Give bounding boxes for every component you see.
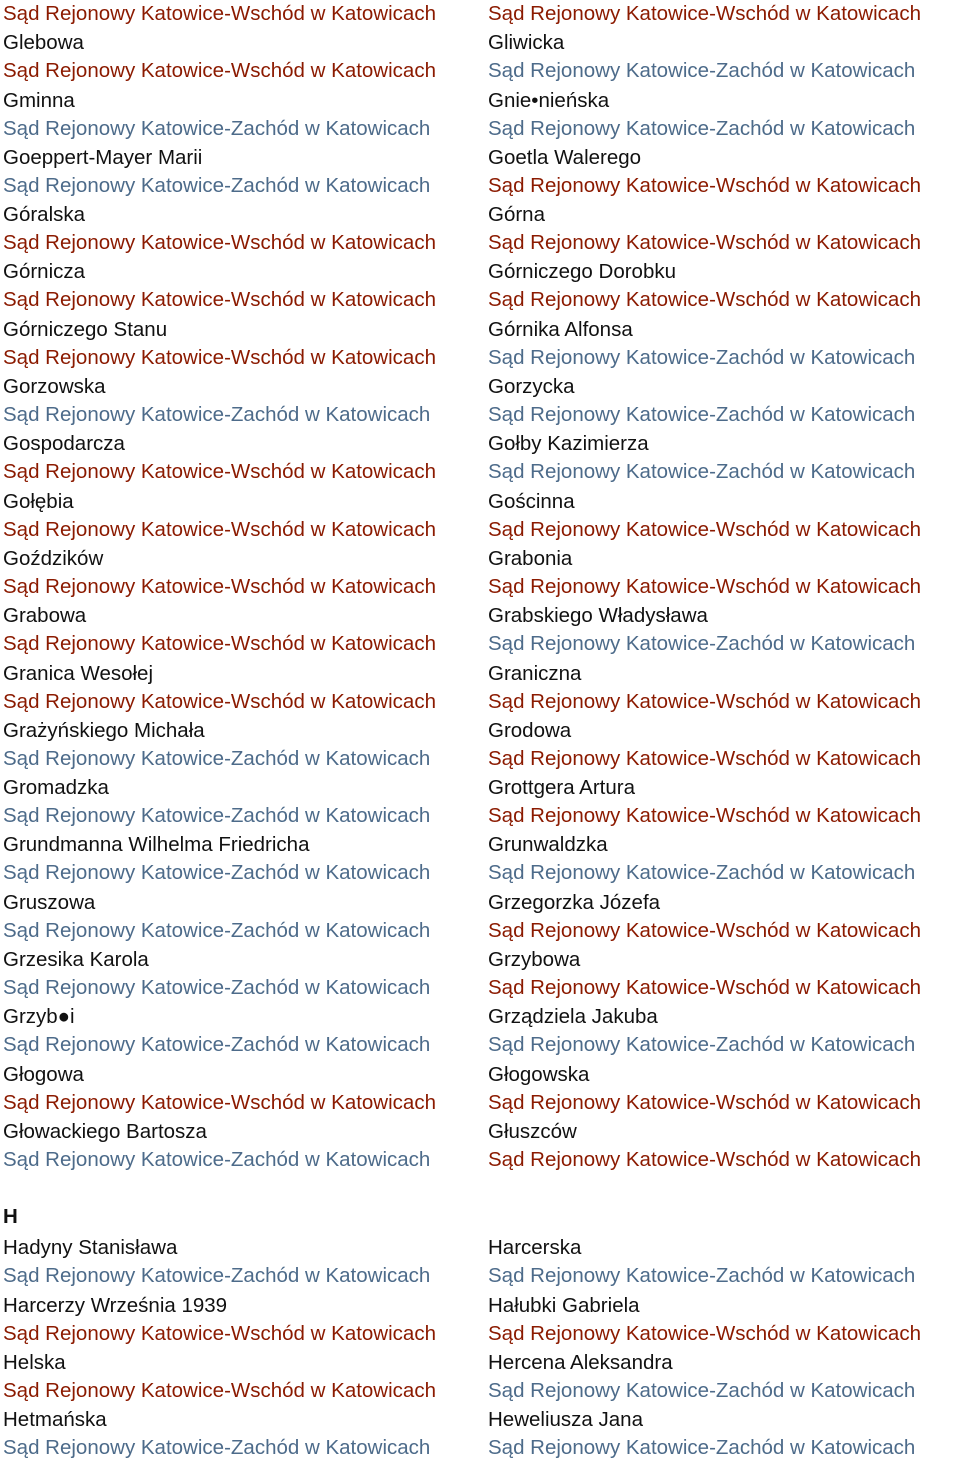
court-name: Sąd Rejonowy Katowice-Wschód w Katowicach <box>488 173 921 197</box>
street-name: Goździków <box>3 546 104 570</box>
street-name: Hałubki Gabriela <box>488 1293 640 1317</box>
court-name: Sąd Rejonowy Katowice-Zachód w Katowicach <box>488 460 916 484</box>
court-name: Sąd Rejonowy Katowice-Wschód w Katowicach <box>488 1147 921 1171</box>
court-name: Sąd Rejonowy Katowice-Zachód w Katowicach <box>3 116 431 140</box>
street-name: Glebowa <box>3 31 84 55</box>
street-name: Gościnna <box>488 489 575 513</box>
street-name: Grabonia <box>488 546 573 570</box>
street-entry <box>3 773 481 830</box>
street-entry <box>3 716 481 773</box>
street-entry <box>488 1060 958 1117</box>
street-name: Gminna <box>3 88 75 112</box>
street-entry <box>3 372 481 429</box>
street-entry <box>488 257 958 314</box>
street-entry <box>3 830 481 887</box>
court-name: Sąd Rejonowy Katowice-Wschód w Katowicach <box>3 689 436 713</box>
street-name: Hetmańska <box>3 1408 107 1432</box>
court-name: Sąd Rejonowy Katowice-Zachód w Katowicach <box>3 861 431 885</box>
court-name: Sąd Rejonowy Katowice-Wschód w Katowicach <box>488 288 921 312</box>
street-name: Głowackiego Bartosza <box>3 1119 207 1143</box>
street-entry <box>488 315 958 372</box>
court-name: Sąd Rejonowy Katowice-Wschód w Katowicach <box>3 288 436 312</box>
court-name: Sąd Rejonowy Katowice-Wschód w Katowicach <box>488 976 921 1000</box>
street-entry <box>488 659 958 716</box>
street-entry <box>3 429 481 486</box>
court-name: Sąd Rejonowy Katowice-Zachód w Katowicach <box>488 1378 916 1402</box>
street-name: Grzybowa <box>488 948 581 972</box>
section-g-right-list <box>488 28 958 1174</box>
street-entry <box>3 945 481 1002</box>
court-name: Sąd Rejonowy Katowice-Zachód w Katowicach <box>3 173 431 197</box>
street-name: Goetla Walerego <box>488 145 642 169</box>
street-name: Grunwaldzka <box>488 833 608 857</box>
street-name: Gromadzka <box>3 776 109 800</box>
street-name: Głuszców <box>488 1119 577 1143</box>
street-name: Gołębia <box>3 489 74 513</box>
court-name: Sąd Rejonowy Katowice-Wschód w Katowicach <box>3 517 436 541</box>
street-entry <box>488 1291 958 1348</box>
court-name: Sąd Rejonowy Katowice-Zachód w Katowicach <box>488 345 916 369</box>
court-name: Sąd Rejonowy Katowice-Zachód w Katowicach <box>3 1147 431 1171</box>
court-name: Sąd Rejonowy Katowice-Wschód w Katowicach <box>3 632 436 656</box>
street-entry <box>488 1117 958 1174</box>
street-name: Gołby Kazimierza <box>488 432 649 456</box>
court-name: Sąd Rejonowy Katowice-Zachód w Katowicach <box>488 403 916 427</box>
court-name: Sąd Rejonowy Katowice-Zachód w Katowicach <box>488 116 916 140</box>
street-name: Granica Wesołej <box>3 661 154 685</box>
street-name: Harcerska <box>488 1236 582 1260</box>
street-name: Helska <box>3 1350 66 1374</box>
court-name: Sąd Rejonowy Katowice-Wschód w Katowicach <box>3 460 436 484</box>
court-name: Sąd Rejonowy Katowice-Wschód w Katowicach <box>488 1321 921 1345</box>
section-h-right-list <box>488 1233 958 1462</box>
court-name: Sąd Rejonowy Katowice-Wschód w Katowicach <box>488 517 921 541</box>
street-entry <box>488 143 958 200</box>
street-entry <box>3 86 481 143</box>
street-entry <box>3 659 481 716</box>
left-column <box>3 0 481 1462</box>
street-entry <box>3 1291 481 1348</box>
street-name: Gorzowska <box>3 375 106 399</box>
street-name: Grabskiego Władysława <box>488 604 708 628</box>
section-heading-h: H <box>3 1205 18 1229</box>
section-heading-h-spacer <box>488 1201 958 1233</box>
court-name: Sąd Rejonowy Katowice-Wschód w Katowicach <box>488 1090 921 1114</box>
street-entry <box>488 200 958 257</box>
street-name: Heweliusza Jana <box>488 1408 643 1432</box>
court-name: Sąd Rejonowy Katowice-Wschód w Katowicach <box>3 231 436 255</box>
street-name: Góralska <box>3 203 86 227</box>
street-name: Grodowa <box>488 718 572 742</box>
street-name: Hercena Aleksandra <box>488 1350 673 1374</box>
court-name: Sąd Rejonowy Katowice-Zachód w Katowicach <box>3 1264 431 1288</box>
court-name: Sąd Rejonowy Katowice-Zachód w Katowicach <box>488 861 916 885</box>
court-name: Sąd Rejonowy Katowice-Zachód w Katowicach <box>488 1264 916 1288</box>
street-entry <box>488 544 958 601</box>
street-name: Graniczna <box>488 661 582 685</box>
street-name: Grabowa <box>3 604 87 628</box>
street-name: Grzyb●i <box>3 1005 75 1029</box>
street-entry <box>3 315 481 372</box>
street-name: Gnie•nieńska <box>488 88 610 112</box>
street-entry <box>488 372 958 429</box>
street-entry <box>488 945 958 1002</box>
court-name: Sąd Rejonowy Katowice-Zachód w Katowicach <box>488 1033 916 1057</box>
court-name: Sąd Rejonowy Katowice-Wschód w Katowicach <box>3 59 436 83</box>
street-entry <box>488 1002 958 1059</box>
court-name: Sąd Rejonowy Katowice-Wschód w Katowicach <box>488 918 921 942</box>
street-name: Grażyńskiego Michała <box>3 718 205 742</box>
street-name: Gruszowa <box>3 890 96 914</box>
court-name: Sąd Rejonowy Katowice-Wschód w Katowicach <box>488 689 921 713</box>
court-name: Sąd Rejonowy Katowice-Zachód w Katowicach <box>488 59 916 83</box>
street-entry <box>3 143 481 200</box>
street-entry <box>488 1348 958 1405</box>
street-name: Górna <box>488 203 545 227</box>
street-name: Grzesika Karola <box>3 948 149 972</box>
court-name: Sąd Rejonowy Katowice-Wschód w Katowicach <box>3 574 436 598</box>
street-entry <box>3 888 481 945</box>
street-name: Goeppert-Mayer Marii <box>3 145 203 169</box>
section-g-left-list <box>3 28 481 1174</box>
street-entry <box>3 200 481 257</box>
street-entry <box>488 716 958 773</box>
street-name: Grządziela Jakuba <box>488 1005 658 1029</box>
street-name: Harcerzy Września 1939 <box>3 1293 228 1317</box>
street-entry <box>488 1233 958 1290</box>
street-entry <box>3 257 481 314</box>
street-name: Hadyny Stanisława <box>3 1236 178 1260</box>
street-entry <box>3 1348 481 1405</box>
court-name: Sąd Rejonowy Katowice-Zachód w Katowicach <box>3 804 431 828</box>
street-entry <box>3 487 481 544</box>
right-column <box>488 0 958 1462</box>
street-name: Głogowska <box>488 1062 590 1086</box>
street-name: Górniczego Dorobku <box>488 260 677 284</box>
street-entry <box>488 429 958 486</box>
street-entry <box>488 487 958 544</box>
street-name: Grundmanna Wilhelma Friedricha <box>3 833 310 857</box>
street-entry <box>488 601 958 658</box>
court-name: Sąd Rejonowy Katowice-Zachód w Katowicach <box>3 746 431 770</box>
court-name: Sąd Rejonowy Katowice-Wschód w Katowicach <box>488 574 921 598</box>
court-name: Sąd Rejonowy Katowice-Zachód w Katowicach <box>488 632 916 656</box>
section-h-left-list <box>3 1233 481 1462</box>
court-name: Sąd Rejonowy Katowice-Zachód w Katowicach <box>3 1033 431 1057</box>
street-entry <box>3 28 481 85</box>
street-entry <box>488 773 958 830</box>
court-name: Sąd Rejonowy Katowice-Zachód w Katowicach <box>488 1436 916 1460</box>
court-name: Sąd Rejonowy Katowice-Wschód w Katowicach <box>488 231 921 255</box>
street-name: Górniczego Stanu <box>3 317 168 341</box>
court-name: Sąd Rejonowy Katowice-Zachód w Katowicach <box>3 918 431 942</box>
street-entry <box>488 888 958 945</box>
street-entry <box>3 544 481 601</box>
street-name: Gospodarcza <box>3 432 125 456</box>
court-name: Sąd Rejonowy Katowice-Wschód w Katowicach <box>3 1090 436 1114</box>
street-name: Grzegorzka Józefa <box>488 890 661 914</box>
street-entry <box>488 1405 958 1462</box>
street-entry <box>488 830 958 887</box>
court-name: Sąd Rejonowy Katowice-Wschód w Katowicach <box>488 2 921 25</box>
court-name: Sąd Rejonowy Katowice-Zachód w Katowicach <box>3 403 431 427</box>
street-entry <box>3 1117 481 1174</box>
street-name: Gorzycka <box>488 375 575 399</box>
court-name: Sąd Rejonowy Katowice-Wschód w Katowicach <box>488 746 921 770</box>
street-name: Górnika Alfonsa <box>488 317 633 341</box>
street-name: Gliwicka <box>488 31 565 55</box>
street-entry <box>488 86 958 143</box>
street-name: Górnicza <box>3 260 86 284</box>
court-name: Sąd Rejonowy Katowice-Wschód w Katowicach <box>488 804 921 828</box>
street-entry <box>3 1002 481 1059</box>
street-name: Grottgera Artura <box>488 776 635 800</box>
street-entry <box>3 1060 481 1117</box>
street-entry <box>3 1233 481 1290</box>
court-name: Sąd Rejonowy Katowice-Zachód w Katowicach <box>3 976 431 1000</box>
court-name: Sąd Rejonowy Katowice-Zachód w Katowicach <box>3 1436 431 1460</box>
court-name: Sąd Rejonowy Katowice-Wschód w Katowicach <box>3 1378 436 1402</box>
street-entry <box>3 1405 481 1462</box>
street-name: Głogowa <box>3 1062 84 1086</box>
court-name: Sąd Rejonowy Katowice-Wschód w Katowicach <box>3 345 436 369</box>
court-name: Sąd Rejonowy Katowice-Wschód w Katowicach <box>3 2 436 25</box>
court-name: Sąd Rejonowy Katowice-Wschód w Katowicach <box>3 1321 436 1345</box>
street-entry <box>488 28 958 85</box>
street-entry <box>3 601 481 658</box>
